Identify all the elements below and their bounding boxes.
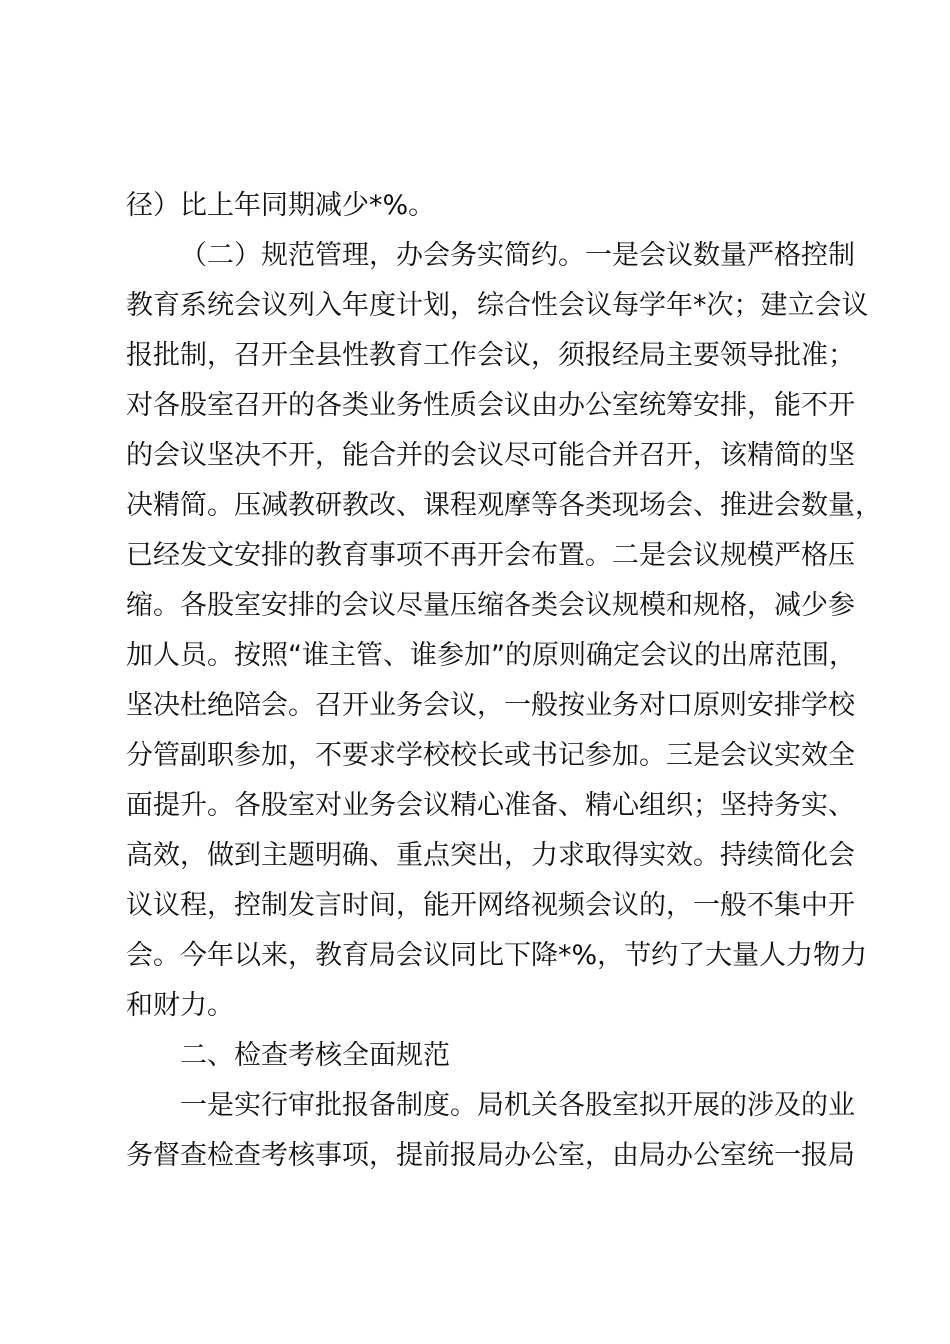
section-paragraph-start: （二）规范管理，办会务实简约。一是会议数量严格控制: [180, 240, 855, 271]
text-line: 径）比上年同期减少*%。: [126, 190, 436, 221]
text-line: 分管副职参加，不要求学校校长或书记参加。三是会议实效全: [126, 740, 855, 771]
text-line: 已经发文安排的教育事项不再开会布置。二是会议规模严格压: [126, 540, 855, 571]
text-line: 加人员。按照“谁主管、谁参加”的原则确定会议的出席范围，: [126, 640, 856, 671]
text-line: 坚决杜绝陪会。召开业务会议，一般按业务对口原则安排学校: [126, 690, 855, 721]
paragraph-start: 一是实行审批报备制度。局机关各股室拟开展的涉及的业: [180, 1090, 855, 1121]
text-line: 高效，做到主题明确、重点突出，力求取得实效。持续简化会: [126, 840, 855, 871]
text-line: 决精简。压减教研教改、课程观摩等各类现场会、推进会数量，: [126, 490, 882, 521]
text-line: 对各股室召开的各类业务性质会议由办公室统筹安排，能不开: [126, 390, 855, 421]
text-line: 的会议坚决不开，能合并的会议尽可能合并召开，该精简的坚: [126, 440, 855, 471]
text-line: 报批制，召开全县性教育工作会议，须报经局主要领导批准；: [126, 340, 855, 371]
text-line: 面提升。各股室对业务会议精心准备、精心组织；坚持务实、: [126, 790, 855, 821]
section-heading: 二、检查考核全面规范: [180, 1040, 450, 1071]
text-line: 议议程，控制发言时间，能开网络视频会议的，一般不集中开: [126, 890, 855, 921]
text-line: 教育系统会议列入年度计划，综合性会议每学年*次；建立会议: [126, 290, 869, 321]
text-line: 缩。各股室安排的会议尽量压缩各类会议规模和规格，减少参: [126, 590, 855, 621]
text-line: 会。今年以来，教育局会议同比下降*%，节约了大量人力物力: [126, 940, 868, 971]
text-line: 和财力。: [126, 990, 234, 1021]
text-line: 务督查检查考核事项，提前报局办公室，由局办公室统一报局: [126, 1140, 855, 1171]
